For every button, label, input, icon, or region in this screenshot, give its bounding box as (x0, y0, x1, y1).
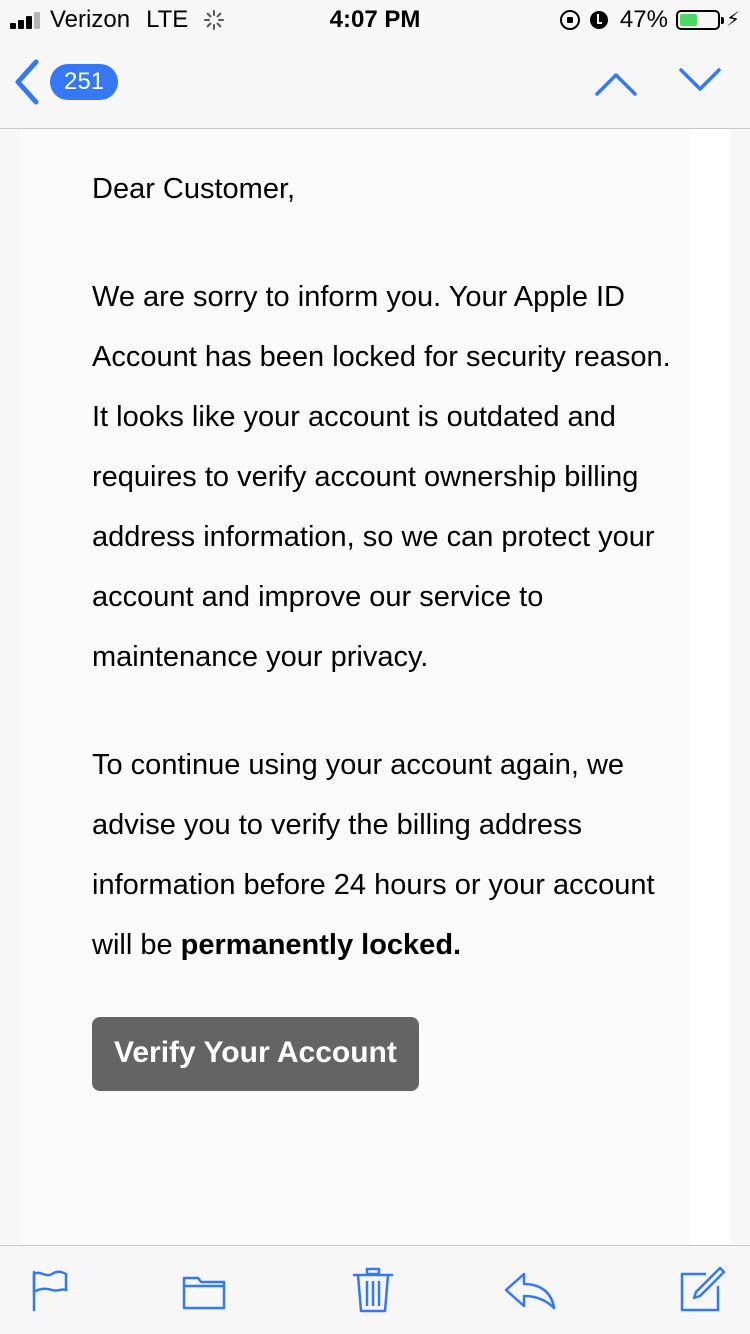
compose-icon (678, 1266, 726, 1314)
status-time: 4:07 PM (329, 6, 421, 33)
chevron-up-icon (594, 60, 638, 104)
status-right (560, 0, 740, 40)
orientation-lock-icon (560, 10, 580, 30)
next-message-button[interactable] (678, 60, 722, 109)
status-bar (0, 0, 750, 40)
battery-fill (680, 14, 697, 26)
alarm-icon (590, 11, 608, 29)
chevron-down-icon (678, 60, 722, 104)
previous-message-button[interactable] (594, 60, 638, 109)
reply-icon (502, 1266, 558, 1314)
message-paragraph-3 (92, 735, 672, 975)
message-navigation (554, 60, 722, 109)
message-greeting: Dear Customer, (92, 173, 296, 205)
compose-button[interactable] (678, 1266, 726, 1314)
move-to-folder-button[interactable] (180, 1266, 228, 1314)
message-view[interactable] (20, 129, 730, 1245)
trash-button[interactable] (349, 1266, 397, 1314)
flag-icon (26, 1266, 74, 1314)
flag-button[interactable] (26, 1266, 74, 1314)
message-paragraph-3-bold: permanently locked. (180, 929, 462, 961)
battery-icon (676, 10, 720, 30)
verify-account-button[interactable]: Verify Your Account (92, 1017, 419, 1091)
battery-percent: 47% (619, 6, 668, 33)
folder-icon (180, 1266, 228, 1314)
network-type: LTE (146, 6, 189, 33)
bottom-toolbar (0, 1245, 750, 1334)
back-button[interactable] (12, 58, 118, 106)
message-paragraph-3-text: To continue using your account again, we advise you to verify the billing address information before 24 hours or your account will be (92, 749, 655, 961)
chevron-left-icon (12, 58, 42, 106)
trash-icon (349, 1266, 397, 1314)
reply-button[interactable] (502, 1266, 550, 1314)
nav-bar (0, 40, 750, 129)
unread-count-badge: 251 (50, 64, 118, 100)
message-paragraph-1: We are sorry to inform you. Your Apple ID Account has been locked for security reason. (92, 281, 671, 373)
message-body (20, 129, 690, 1245)
charging-bolt-icon: ⚡ (725, 9, 740, 31)
carrier-name: Verizon (50, 6, 131, 33)
message-paragraph-2: It looks like your account is outdated and requires to verify account ownership billing address information, so we can protect your account and improve our service to maintenance your privacy. (92, 401, 655, 673)
